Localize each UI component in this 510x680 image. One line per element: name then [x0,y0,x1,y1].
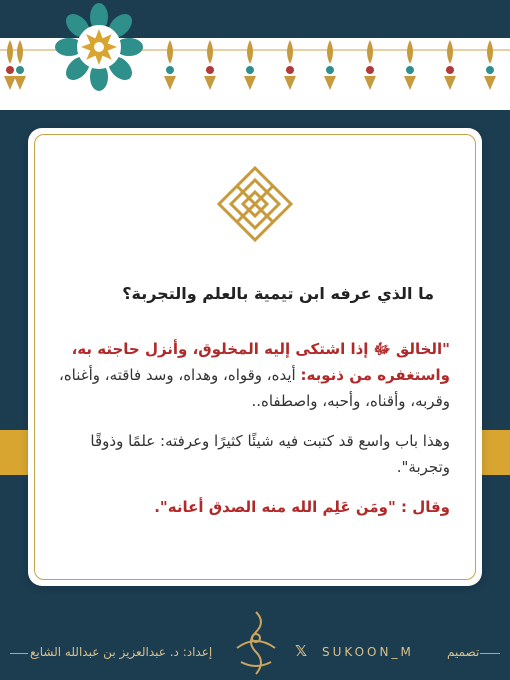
knot-ornament-icon [215,164,295,244]
social-handle[interactable]: SUKOON_M [322,645,414,659]
quote-paragraph-1 [52,336,450,414]
prepared-by-text: إعداد: د. عبدالعزيز بن عبدالله الشايع [30,645,213,659]
quote-body [52,336,450,520]
star-medallion-icon [52,0,146,94]
content-card [28,128,482,586]
footer-rule-left [10,653,28,654]
quote-paragraph-3: وقال : "ومَن عَلِم الله منه الصدق أعانه". [154,498,450,516]
quote-highlight: "الخالق ﷻ إذا اشتكى إليه المخلوق، وأنزل حاجته به، واستغفره من ذنوبه: [71,340,450,384]
question-title: ما الذي عرفه ابن تيمية بالعلم والتجربة؟ [122,284,434,303]
design-label: تصميم [447,645,480,659]
x-logo-icon[interactable]: 𝕏 [295,642,308,660]
quote-continuation: أيده، وقواه، وهداه، وسد فاقته، وأغناه، وقربه، وأقناه، وأحبه، واصطفاه.. [58,366,450,410]
footer-rule-right [480,653,500,654]
quote-paragraph-2: وهذا باب واسع قد كتبت فيه شيئًا كثيرًا وعرفته: علمًا وذوقًا وتجربة". [90,432,450,476]
calligraphy-logo [225,608,287,678]
